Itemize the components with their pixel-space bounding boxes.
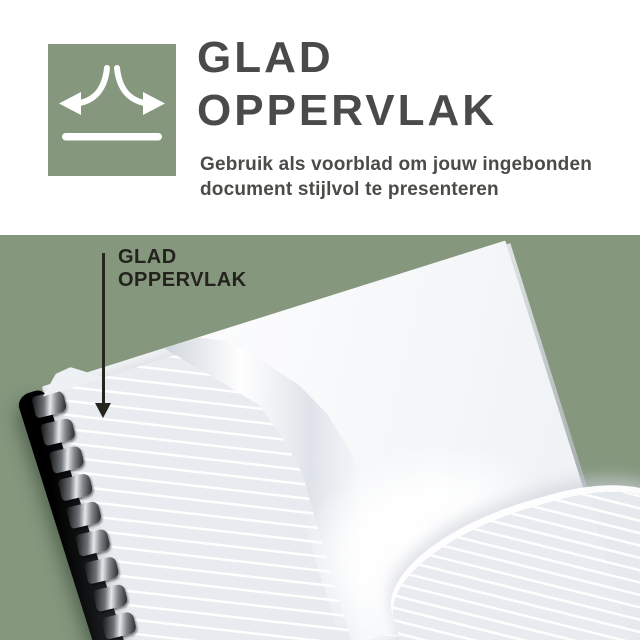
feature-icon-tile — [48, 44, 176, 176]
smooth-surface-icon — [48, 44, 176, 176]
feature-header-section — [0, 0, 640, 235]
annotation-label-line1: GLAD — [118, 246, 177, 268]
down-arrow-icon — [95, 403, 111, 418]
page-title-line2: OPPERVLAK — [197, 85, 498, 135]
product-photo-section — [0, 235, 640, 640]
page-subtitle — [200, 153, 640, 202]
down-arrow-line — [102, 253, 105, 403]
page-subtitle-line1: Gebruik als voorblad om jouw ingebonden — [200, 154, 593, 175]
page-subtitle-line2: document stijlvol te presenteren — [200, 178, 499, 200]
annotation-label-line2: OPPERVLAK — [118, 269, 247, 292]
page-title — [197, 32, 497, 138]
annotation-label — [118, 246, 247, 292]
bound-document-photo — [20, 235, 640, 640]
page-title-line1: GLAD — [197, 33, 334, 82]
